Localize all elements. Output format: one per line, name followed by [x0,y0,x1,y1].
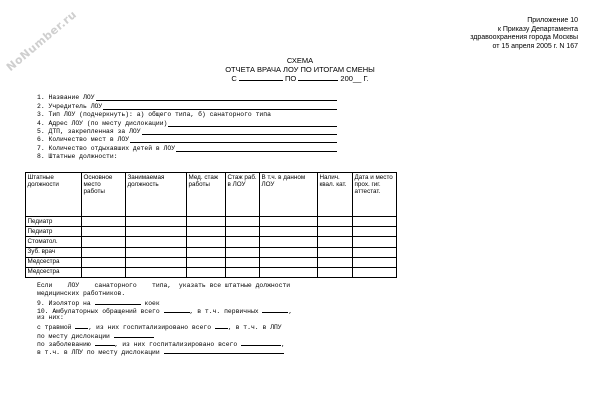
appendix-line: к Приказу Департамента [497,25,578,33]
table-row [26,247,397,257]
appendix-line: здравоохранения города Москвы [470,34,578,41]
table-row [26,257,397,267]
row-position: Зуб. врач [26,247,82,257]
period-to-blank [298,74,338,81]
period-year: 200__ Г. [340,74,369,83]
field-ambulatory: 10. Амбулаторных обращений всего , в т.ч. первичных , [37,308,293,316]
watermark: NoNumber.ru [4,7,80,74]
field-trauma: с травмой , из них госпитализировано всего , в т.ч. в ЛПУ [37,324,282,332]
appendix-block [470,17,578,51]
title-report: ОТЧЕТА ВРАЧА ЛОУ ПО ИТОГАМ СМЕНЫ [225,64,375,74]
appendix-line: Приложение 10 [527,17,578,24]
col-header: Мед. стаж работы [187,173,226,217]
col-header: В т.ч. в данном ЛОУ [260,173,318,217]
field-of-them: из них: [37,314,64,322]
col-header: Основное место работы [82,173,126,217]
footer-fields [37,282,337,355]
field-founder: 2. Учредитель ЛОУ [37,102,337,110]
field-isolator: 9. Изолятор на коек [37,300,160,308]
table-row [26,227,397,237]
field-staff-heading: 8. Штатные должности: [37,153,118,161]
period-to-label: ПО [285,74,297,83]
field-dtp: 5. ДТП, закрепленная за ЛОУ [37,128,337,136]
field-dislocation: по месту дислокации [37,331,337,339]
field-lou-type: 3. Тип ЛОУ (подчеркнуть): а) общего типа, б) санаторного типа [37,111,271,119]
field-disease: по заболеванию , из них госпитализировано всего , [37,340,285,348]
row-position: Медсестра [26,257,82,267]
col-header: Налич. квал. кат. [318,173,353,217]
field-dislocation-lpu: в т.ч. в ЛПУ по месту дислокации [37,347,337,355]
field-places: 6. Количество мест в ЛОУ [37,136,337,144]
appendix-line: от 15 апреля 2005 г. N 167 [492,42,578,50]
field-lou-name: 1. Название ЛОУ [37,94,337,102]
col-header: Стаж раб. в ЛОУ [226,173,260,217]
row-position: Педиатр [26,217,82,227]
table-header-row [26,173,397,217]
row-position: Медсестра [26,267,82,277]
row-position: Педиатр [26,227,82,237]
row-position: Стоматол. [26,237,82,247]
staff-table [25,172,397,278]
title-scheme: СХЕМА [286,56,314,65]
period-from-label: С [231,74,237,83]
table-row [26,217,397,227]
note-sanatorium: Если ЛОУ санаторного типа, указать все штатные должности [37,282,291,289]
col-header: Занимаемая должность [126,173,187,217]
table-row [26,237,397,247]
col-header: Дата и место прох. гиг. аттестат. [353,173,397,217]
period-from-blank [239,74,283,81]
field-address: 4. Адрес ЛОУ (по месту дислокации) [37,119,337,127]
table-row [26,267,397,277]
col-header: Штатные должности [26,173,82,217]
field-children: 7. Количество отдыхавших детей в ЛОУ [37,144,337,152]
note-medical-workers: медицинских работников. [37,290,126,298]
title-period [0,74,600,84]
form-fields [37,94,337,161]
document-title [0,57,600,84]
